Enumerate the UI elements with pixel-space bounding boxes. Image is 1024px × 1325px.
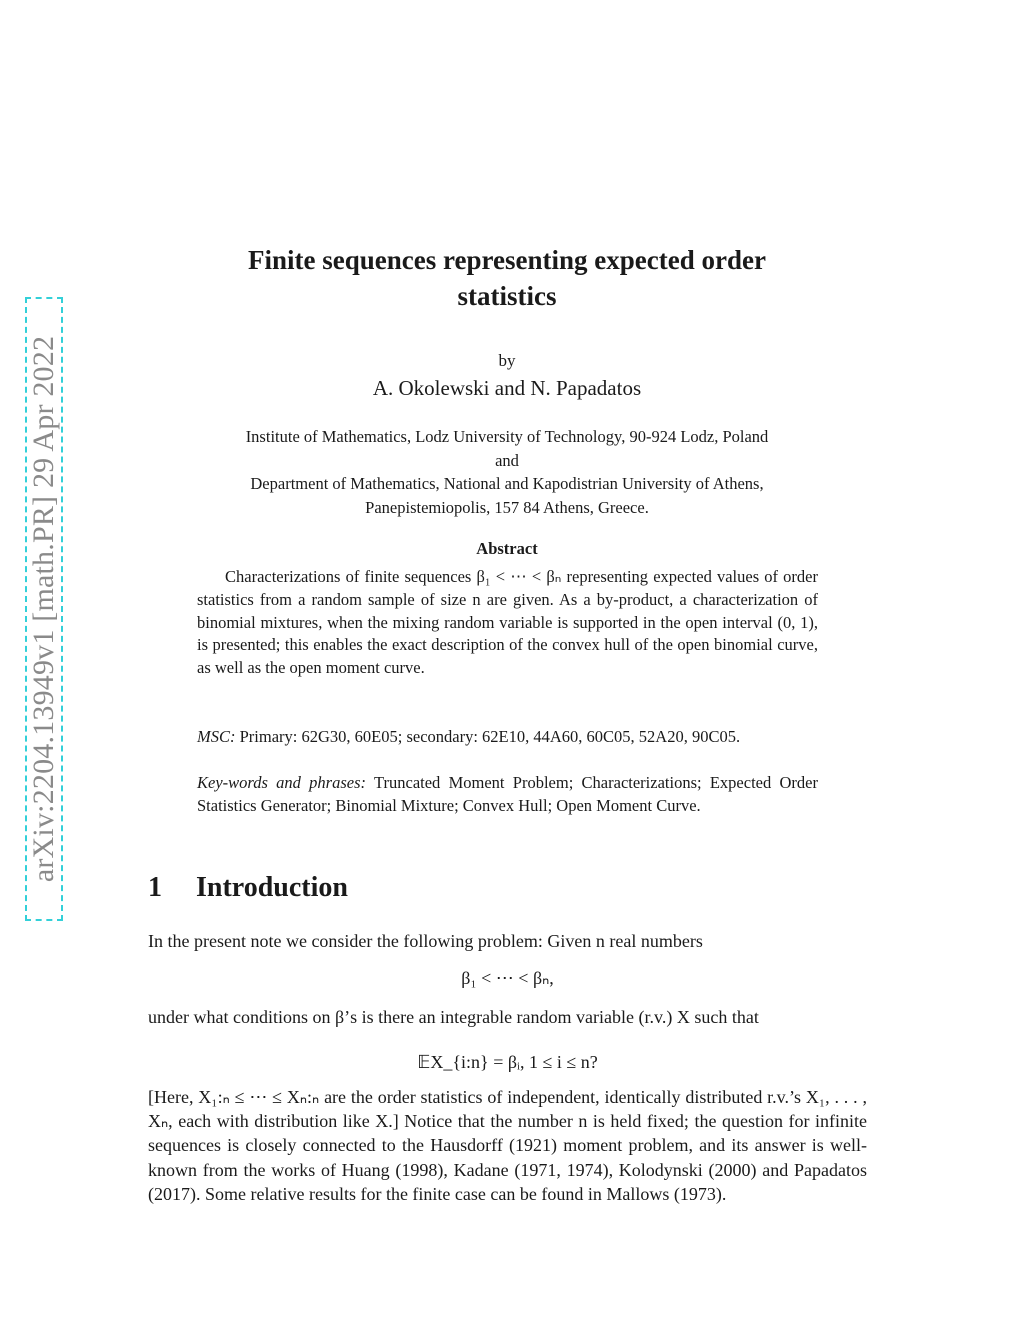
authors: A. Okolewski and N. Papadatos xyxy=(372,376,642,400)
intro-paragraph-2: under what conditions on β’s is there an integrable random variable (r.v.) X such that xyxy=(148,1007,759,1027)
msc-text: Primary: 62G30, 60E05; secondary: 62E10, 44A60, 60C05, 52A20, 90C05. xyxy=(235,727,741,746)
keywords-label: Key-words and phrases: xyxy=(197,773,367,792)
section-number: 1 xyxy=(148,872,162,903)
section-title: Introduction xyxy=(196,872,348,903)
title-line-2: statistics xyxy=(457,281,557,311)
affiliation-2: Department of Mathematics, National and Kapodistrian University of Athens, xyxy=(250,474,764,493)
affiliation-2-cont: Panepistemiopolis, 157 84 Athens, Greece. xyxy=(365,497,649,517)
intro-paragraph-1: In the present note we consider the following problem: Given n real numbers xyxy=(148,931,703,951)
msc-label: MSC: xyxy=(197,727,236,746)
section-heading xyxy=(148,872,348,904)
abstract-text: Characterizations of finite sequences β₁ < ⋯ < βₙ representing expected values of order statistics from a random sample of size n are given. As a by-product, a characterization of binomial mixtures, when the mixing random variable is supported in the open interval (0, 1), is presented; this enables the exact description of the convex hull of the open binomial curve, as well as the open moment curve. xyxy=(197,567,818,678)
equation-1: β₁ < ⋯ < βₙ, xyxy=(461,968,554,988)
abstract-heading: Abstract xyxy=(476,539,538,558)
intro-paragraph-3: [Here, X₁:ₙ ≤ ⋯ ≤ Xₙ:ₙ are the order statistics of independent, identically distributed r.v.’s X₁, . . . , Xₙ, each with distribution like X.] Notice that the number n is held fixed; the question for infinite sequences is closely connected to the Hausdorff (1921) moment problem, and its answer is well-known from the works of Huang (1998), Kadane (1971, 1974), Kolodynski (2000) and Papadatos (2017). Some relative results for the finite case can be found in Mallows (1973). xyxy=(148,1087,867,1204)
keywords-text: Truncated Moment Problem; Characterizations; Expected Order Statistics Generator; Binomial Mixture; Convex Hull; Open Moment Curve. xyxy=(197,773,818,815)
msc-line xyxy=(197,726,818,749)
by-label: by xyxy=(498,351,516,370)
affiliation-1: Institute of Mathematics, Lodz University of Technology, 90-924 Lodz, Poland xyxy=(245,427,769,446)
arxiv-stamp-text[interactable]: arXiv:2204.13949v1 [math.PR] 29 Apr 2022 xyxy=(27,335,60,883)
keywords-line xyxy=(197,772,818,818)
affiliation-and: and xyxy=(495,450,519,470)
paper-title xyxy=(140,242,874,314)
equation-2: 𝔼X_{i:n} = βᵢ, 1 ≤ i ≤ n? xyxy=(417,1052,598,1072)
affiliations xyxy=(140,425,874,519)
title-line-1: Finite sequences representing expected order xyxy=(248,245,766,275)
